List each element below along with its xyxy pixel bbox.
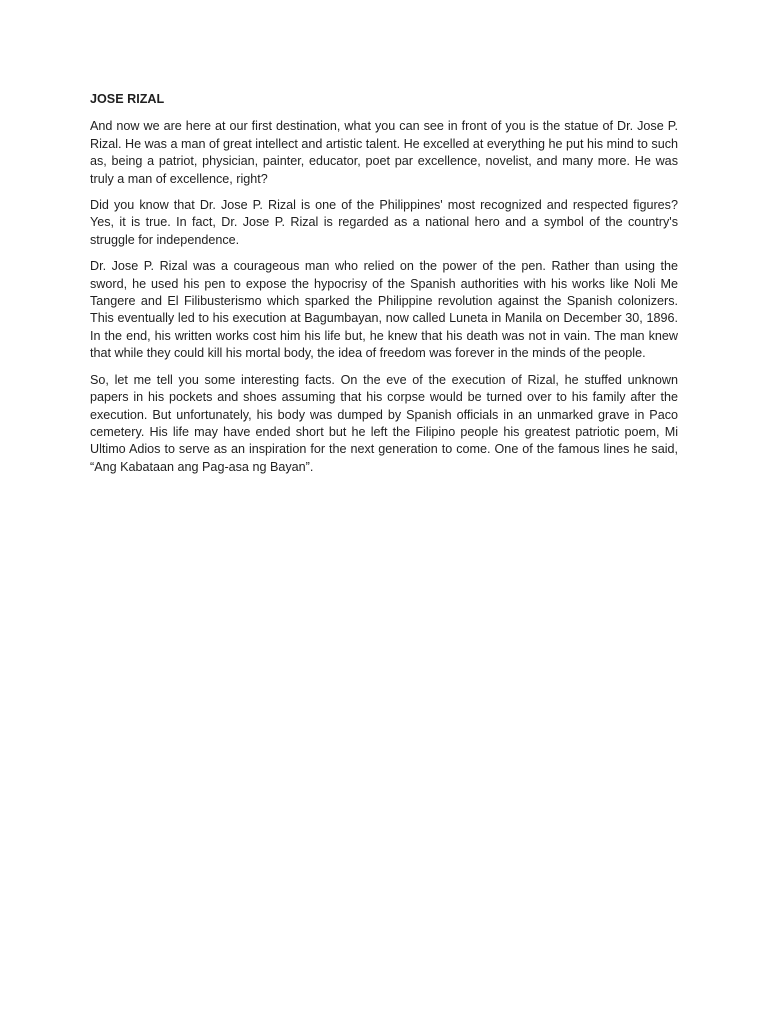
paragraph-national-hero: Did you know that Dr. Jose P. Rizal is one of the Philippines' most recognized and respected figures? Yes, it is true. In fact, Dr. Jose P. Rizal is regarded as a national hero and a symbol of the country's struggle for independence. [90,198,678,247]
document-title: JOSE RIZAL [90,92,165,106]
paragraph-intro: And now we are here at our first destination, what you can see in front of you is the statue of Dr. Jose P. Rizal. He was a man of great intellect and artistic talent. He excelled at everything he put his mind to such as, being a patriot, physician, painter, educator, poet par excellence, novelist, and many more. He was truly a man of excellence, right? [90,119,679,186]
document-page [90,91,678,485]
paragraph-power-of-pen: Dr. Jose P. Rizal was a courageous man who relied on the power of the pen. Rather than using the sword, he used his pen to expose the hypocrisy of the Spanish authorities with his works like Noli Me Tangere and El Filibusterismo which sparked the Philippine revolution against the Spanish colonizers. This eventually led to his execution at Bagumbayan, now called Luneta in Manila on December 30, 1896. In the end, his written works cost him his life but, he knew that his death was not in vain. The man knew that while they could kill his mortal body, the idea of freedom was forever in the minds of the people. [90,259,678,361]
paragraph-interesting-facts: So, let me tell you some interesting facts. On the eve of the execution of Rizal, he stuffed unknown papers in his pockets and shoes assuming that his corpse would be turned over to his family after the execution. But unfortunately, his body was dumped by Spanish officials in an unmarked grave in Paco cemetery. His life may have ended short but he left the Filipino people his greatest patriotic poem, Mi Ultimo Adios to serve as an inspiration for the next generation to come. One of the famous lines he said, “Ang Kabataan ang Pag-asa ng Bayan”. [90,372,678,474]
